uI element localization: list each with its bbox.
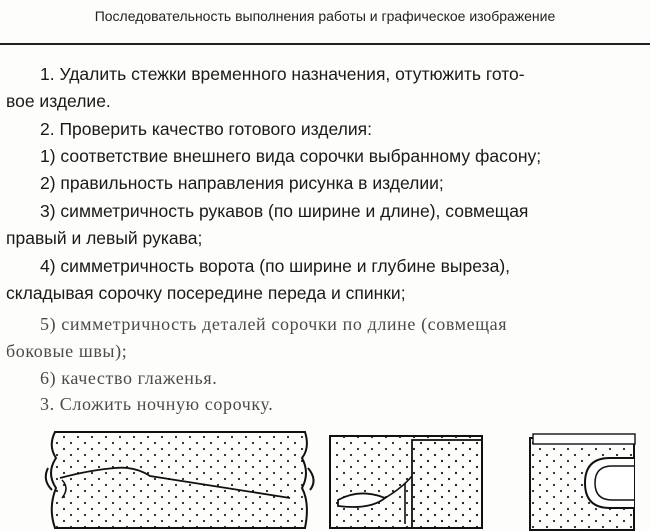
text-line-3: 2. Проверить качество готового изделия:	[40, 119, 372, 139]
text-line-6: 3) симметричность рукавов (по ширине и длине), совмещая	[40, 201, 529, 221]
page-header-title: Последовательность выполнения работы и графическое изображение	[94, 8, 556, 24]
text-line-2: вое изделие.	[6, 91, 111, 111]
text-line-7: правый и левый рукава;	[6, 228, 203, 248]
figure-step-3	[530, 434, 635, 530]
text-line-1: 1. Удалить стежки временного назначения, отутюжить гото-	[40, 64, 525, 84]
text-line-13: 3. Сложить ночную сорочку.	[40, 394, 274, 414]
text-line-12: 6) качество глаженья.	[40, 368, 218, 388]
folding-illustrations	[40, 428, 650, 531]
text-line-4: 1) соответствие внешнего вида сорочки выбранному фасону;	[40, 146, 542, 166]
text-line-9: складывая сорочку посередине переда и спинки;	[6, 283, 406, 303]
text-line-8: 4) симметричность ворота (по ширине и глубине выреза),	[40, 256, 511, 276]
figure-step-2	[330, 436, 482, 528]
text-line-11: боковые швы);	[6, 341, 128, 361]
folded-nightgown-illustration-icon	[40, 428, 650, 531]
figure-step-1	[46, 432, 314, 528]
header-divider	[0, 43, 650, 45]
text-line-10: 5) симметричность деталей сорочки по длине (совмещая	[40, 314, 508, 334]
text-line-5: 2) правильность направления рисунка в изделии;	[40, 173, 444, 193]
